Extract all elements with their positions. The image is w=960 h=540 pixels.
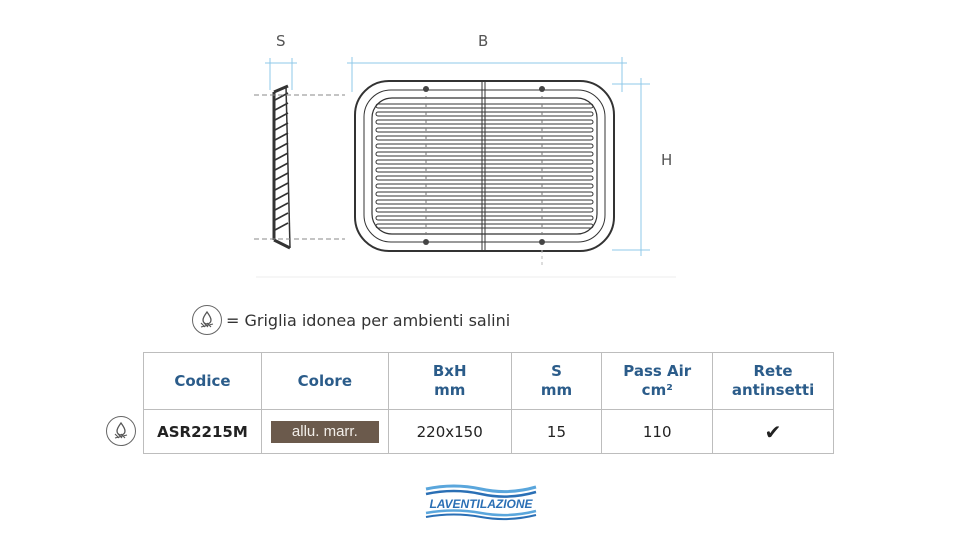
header-bxh: BxH mm xyxy=(388,353,511,410)
side-profile-view xyxy=(254,86,345,248)
front-view xyxy=(355,81,614,268)
legend-text: = Griglia idonea per ambienti salini xyxy=(226,310,511,330)
salt-environment-icon xyxy=(106,416,136,446)
header-rete: Rete antinsetti xyxy=(713,353,834,410)
cell-codice: ASR2215M xyxy=(144,410,262,454)
table-row xyxy=(144,410,834,454)
dimension-s-line xyxy=(265,58,297,90)
table-header-row xyxy=(144,353,834,410)
cell-bxh: 220x150 xyxy=(388,410,511,454)
cell-pass-air: 110 xyxy=(602,410,713,454)
dimension-h-label: H xyxy=(661,151,673,169)
dimension-b-label: B xyxy=(478,32,489,50)
cell-rete xyxy=(713,410,834,454)
cell-colore xyxy=(261,410,388,454)
color-swatch: allu. marr. xyxy=(271,421,379,443)
spec-table xyxy=(143,352,834,454)
legend xyxy=(192,305,510,335)
dimension-h-line xyxy=(612,78,650,256)
dimension-b-line xyxy=(347,57,627,92)
header-codice: Codice xyxy=(144,353,262,410)
header-s: S mm xyxy=(511,353,602,410)
dimension-s-label: S xyxy=(276,32,286,50)
header-pass-air: Pass Air cm² xyxy=(602,353,713,410)
check-icon: ✔ xyxy=(764,419,782,444)
laventilazione-logo xyxy=(424,481,538,521)
cell-s: 15 xyxy=(511,410,602,454)
logo-text: LAVENTILAZIONE xyxy=(429,497,533,511)
salt-environment-icon xyxy=(192,305,222,335)
header-colore: Colore xyxy=(261,353,388,410)
